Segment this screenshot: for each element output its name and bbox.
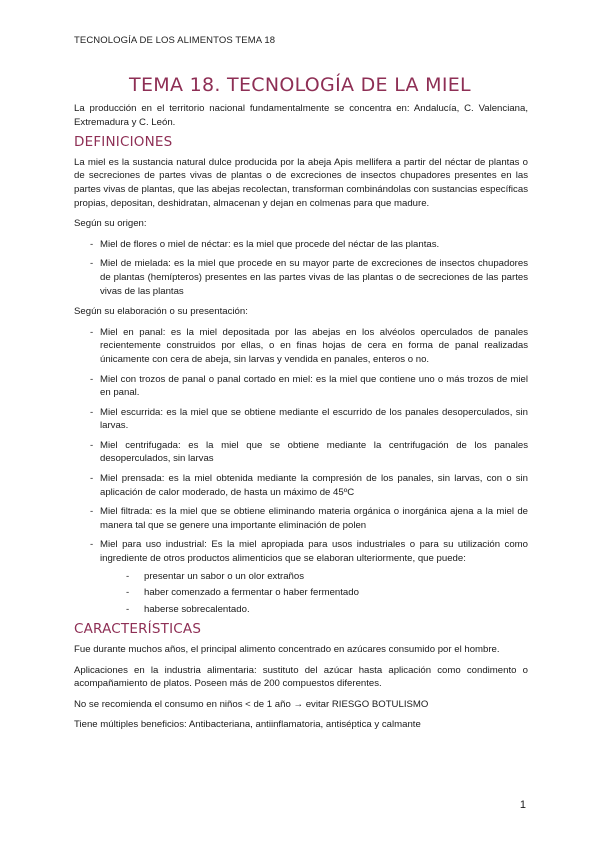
elaboracion-label: Según su elaboración o su presentación: — [74, 306, 248, 318]
list-item: - Miel en panal: es la miel depositada por las abejas en los alvéolos operculados de panales recientemente construidos por ellas, o en finas hojas de cera en forma de panal realizadas únicamente con cera de abeja, sin larvas y vendida en panales, enteros o no. — [74, 326, 528, 367]
section-heading-caracteristicas: CARACTERÍSTICAS — [74, 621, 202, 638]
caracteristicas-paragraph: No se recomienda el consumo en niños < de 1 año → evitar RIESGO BOTULISMO — [74, 698, 429, 710]
list-item: - Miel con trozos de panal o panal cortado en miel: es la miel que contiene uno o más trozos de miel en panal. — [74, 373, 528, 400]
page-title: TEMA 18. TECNOLOGÍA DE LA MIEL — [129, 74, 471, 96]
industrial-sublist — [100, 570, 528, 617]
list-item: - Miel filtrada: es la miel que se obtiene eliminando materia orgánica o inorgánica ajena a la miel de manera tal que se genere una importante eliminación de polen — [74, 505, 528, 532]
elaboracion-list — [74, 326, 528, 617]
caracteristicas-paragraph: Tiene múltiples beneficios: Antibacteriana, antiinflamatoria, antiséptica y calmante — [74, 719, 421, 731]
sublist-item: - presentar un sabor o un olor extraños — [100, 570, 528, 584]
list-item: - Miel de mielada: es la miel que procede en su mayor parte de excreciones de insectos chupadores de plantas (hemípteros) presentes en las partes vivas de las plantas o de secreciones de las partes vivas de las plantas — [74, 257, 528, 298]
origen-list — [74, 238, 528, 298]
page-header: TECNOLOGÍA DE LOS ALIMENTOS TEMA 18 — [74, 35, 276, 46]
intro-paragraph: La producción en el territorio nacional fundamentalmente se concentra en: Andalucía, C. Valenciana, Extremadura y C. León. — [74, 103, 528, 128]
section-heading-definiciones: DEFINICIONES — [74, 134, 173, 151]
caracteristicas-paragraph: Aplicaciones en la industria alimentaria: sustituto del azúcar hasta aplicación como condimento o acompañamiento de platos. Poseen más de 200 compuestos diferentes. — [74, 664, 528, 690]
list-item-industrial — [74, 538, 528, 616]
definition-paragraph: La miel es la sustancia natural dulce producida por la abeja Apis mellifera a partir del néctar de plantas o de secreciones de partes vivas de plantas o de excreciones de insectos chupadores presentes en las partes vivas de plantas, que las abejas recolectan, transforman combinándolas con sustancias específicas propias, depositan, deshidratan, almacenan y dejan en colmenas para que madure. — [74, 156, 528, 209]
list-item: - Miel prensada: es la miel obtenida mediante la compresión de los panales, sin larvas, con o sin aplicación de calor moderado, de hasta un máximo de 45ºC — [74, 472, 528, 499]
caracteristicas-paragraph: Fue durante muchos años, el principal alimento concentrado en azúcares consumido por el hombre. — [74, 644, 500, 655]
list-item: - Miel centrifugada: es la miel que se obtiene mediante la centrifugación de los panales desoperculados, sin larvas — [74, 439, 528, 466]
list-item: - Miel de flores o miel de néctar: es la miel que procede del néctar de las plantas. — [74, 238, 528, 252]
sublist-item: - haberse sobrecalentado. — [100, 603, 528, 617]
origen-label: Según su origen: — [74, 218, 147, 230]
industrial-item-text: Miel para uso industrial: Es la miel apropiada para usos industriales o para su utilización como ingrediente de otros productos alimenticios que se elaboran ulteriormente, que puede: — [100, 539, 528, 565]
page-number: 1 — [519, 799, 526, 811]
document-body — [74, 102, 528, 739]
list-item: - Miel escurrida: es la miel que se obtiene mediante el escurrido de los panales desoperculados, sin larvas. — [74, 406, 528, 433]
sublist-item: - haber comenzado a fermentar o haber fermentado — [100, 586, 528, 600]
